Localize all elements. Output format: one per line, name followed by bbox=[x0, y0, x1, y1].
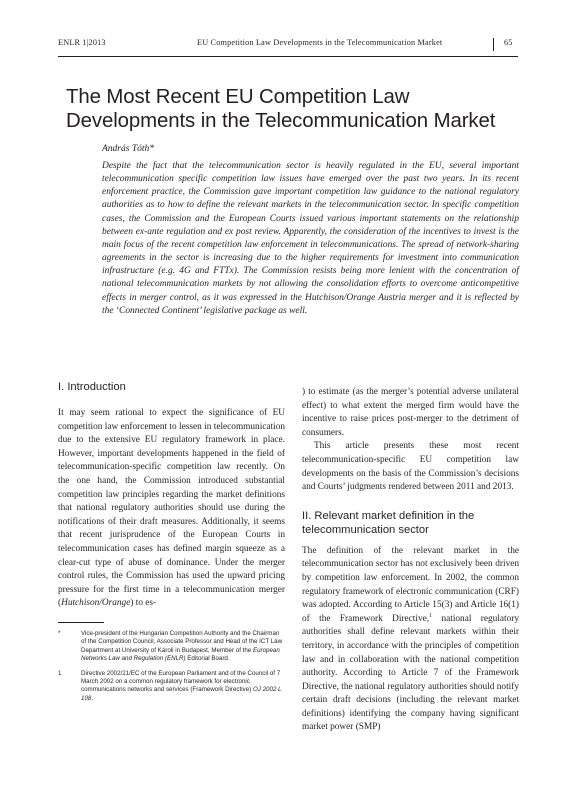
header-divider bbox=[493, 38, 494, 51]
footnote-italic: OJ 2002 L 108 bbox=[81, 686, 282, 702]
article-author: András Tóth* bbox=[102, 144, 154, 154]
footnote-text-end: . bbox=[91, 694, 94, 702]
footnote-author bbox=[58, 630, 285, 664]
article-title: The Most Recent EU Competition Law Developments in the Telecommunication Market bbox=[66, 86, 496, 132]
running-header bbox=[58, 38, 518, 52]
footnote-mark: * bbox=[58, 630, 61, 637]
footnote-text: Directive 2002/21/EC of the European Parliament and of the Council of 7 March 2002 on a common regulatory framework for electronic communications networks and services (Framework Directive) bbox=[81, 669, 281, 694]
section-heading-market-definition: II. Relevant market definition in the telecommunication sector bbox=[302, 509, 475, 536]
right-column bbox=[302, 386, 519, 735]
case-name: Hutchison/Orange bbox=[61, 598, 131, 609]
footnote-ref[interactable]: 1 bbox=[429, 612, 433, 619]
introduction-text-continued: ) to es- bbox=[130, 598, 157, 609]
introduction-text-part: It may seem rational to expect the significance of EU competition law enforcement to lessen in telecommunication due to the extensive EU regulatory framework in place. However, important developments happened in the field of telecommunication-specific competition law recently. On the one hand, the Commission introduced substantial competition law principles regarding the market definitions that national regulatory authorities should use during the notifications of their draft measures. Additionally, it seems that recent jurisprudence of the European Courts in telecommunication cases has defined margin squeeze as a clear-cut type of abuse of dominance. Under the merger control rules, the Commission has used the upward pricing pressure for the first time in a telecommunication merger ( bbox=[58, 408, 285, 609]
introduction-paragraph bbox=[58, 407, 285, 611]
market-definition-paragraph bbox=[302, 545, 519, 735]
market-definition-text-part: The definition of the relevant market in the telecommunication sector has not exclusively been driven by competition law enforcement. In 2002, the common regulatory framework of electronic communication (CRF) was adopted. According to Article 15(3) and Article 16(1) of the Framework Directive, bbox=[302, 545, 519, 624]
journal-issue: ENLR 1|2013 bbox=[58, 38, 106, 47]
footnote-rule bbox=[58, 622, 104, 623]
running-title: EU Competition Law Developments in the Telecommunication Market bbox=[197, 38, 443, 47]
introduction-paragraph-2: This article presents these most recent telecommunication-specific EU competition law developments on the basis of the Commission’s decisions and Courts’ judgments rendered between 2011 and 2013. bbox=[302, 441, 519, 493]
footnote-mark: 1 bbox=[58, 669, 62, 677]
left-column bbox=[58, 380, 285, 611]
header-rule bbox=[58, 56, 518, 57]
article-abstract: Despite the fact that the telecommunication sector is heavily regulated in the EU, several important telecommunication specific competition law issues have emerged over the past two years. In its recent enforcement practice, the Commission gave important competition law guidance to the national regulatory authorities as to how to define the relevant markets in the telecommunication sector. In specific competition cases, the Commission and the European Courts issued various important statements on the relationship between ex-ante regulation and ex post review. Apparently, the consideration of the incentives to invest is the main focus of the recent competition law enforcement in telecommunications. The spread of network-sharing agreements in the sector is increasing due to the higher requirements for investment into communication infrastructure (e.g. 4G and FTTx). The Commission resists being more lenient with the concentration of national telecommunication markets by not allowing the consolidation efforts to overcome anticompetitive effects in merger control, as it was expressed in the Hutchison/Orange Austria merger and it is reflected by the ‘Connected Continent’ legislative package as well. bbox=[102, 161, 519, 316]
footnote-text-end: Editorial Board. bbox=[185, 655, 230, 663]
introduction-paragraph-continued bbox=[302, 386, 519, 440]
introduction-continuation: ) to estimate (as the merger’s potential adverse unilateral effect) to what extent the merged firm would have the incentive to raise prices post-merger to the detriment of consumers. bbox=[302, 387, 519, 438]
section-heading-introduction: I. Introduction bbox=[58, 381, 126, 393]
footnote-text: Vice-president of the Hungarian Competition Authority and the Chairman of the Competition Council, Associate Professor and Head of the ICT Law Department at University of Károli in Budapest, Member of the bbox=[81, 630, 283, 654]
footnote-1 bbox=[58, 670, 285, 704]
footnote-italic: European Networks Law and Regulation (ENLR) bbox=[81, 646, 280, 663]
page-number: 65 bbox=[504, 38, 513, 47]
market-definition-text-continued: national regulatory authorities shall define relevant markets within their territory, in accordance with the principles of competition law and in collaboration with the national competition authority. According to Article 7 of the Framework Directive, the national regulatory authorities should notify certain draft decisions (including the relevant market definitions) identifying the company having significant market power (SMP) bbox=[302, 613, 519, 733]
footnotes bbox=[58, 630, 285, 709]
